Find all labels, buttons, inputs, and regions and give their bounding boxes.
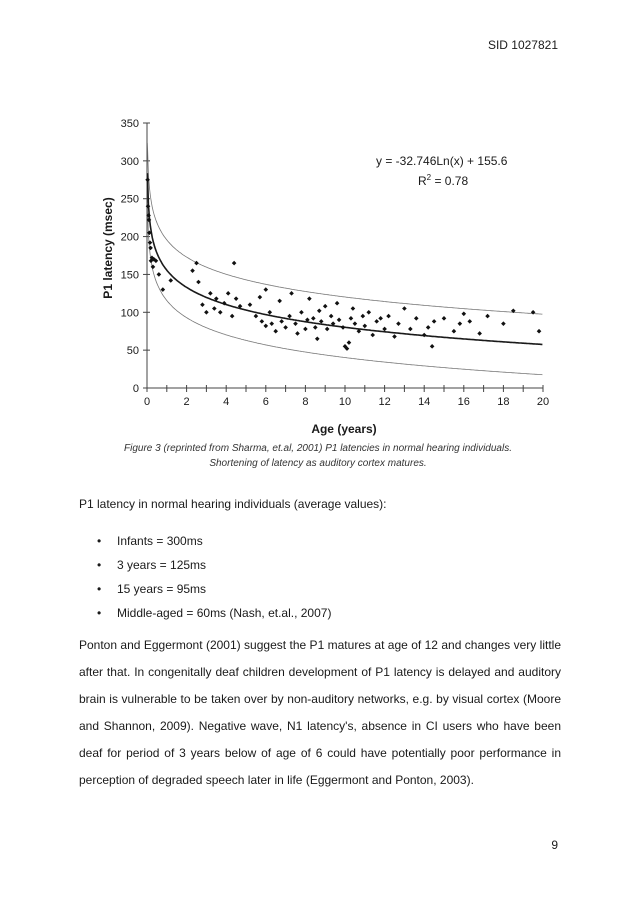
data-point — [254, 314, 259, 319]
bullet-item-middle-aged: • Middle-aged = 60ms (Nash, et.al., 2007) — [97, 606, 331, 630]
data-point — [311, 316, 316, 321]
data-point — [151, 265, 156, 270]
data-point — [303, 327, 308, 332]
data-point — [374, 319, 379, 324]
x-tick-label: 8 — [302, 396, 309, 408]
data-point — [537, 329, 542, 334]
data-point — [402, 306, 407, 311]
data-point — [234, 296, 239, 301]
x-tick-label: 12 — [378, 396, 391, 408]
data-point — [313, 325, 318, 330]
data-point — [485, 314, 490, 319]
data-point — [226, 291, 231, 296]
data-point — [260, 319, 265, 324]
x-tick-label: 14 — [418, 396, 431, 408]
data-point — [349, 316, 354, 321]
lower-confidence-band — [147, 204, 542, 375]
data-point — [218, 310, 223, 315]
y-tick-label: 250 — [120, 193, 139, 206]
upper-confidence-band — [147, 143, 542, 314]
data-point — [293, 321, 298, 326]
data-point — [462, 312, 467, 317]
chart-x-axis-label: Age (years) — [311, 422, 377, 436]
data-point — [258, 295, 263, 300]
data-point — [269, 321, 274, 326]
figure-caption — [70, 441, 566, 471]
data-point — [307, 296, 312, 301]
data-point — [289, 291, 294, 296]
y-tick-label: 50 — [126, 345, 139, 358]
data-point — [200, 302, 205, 307]
x-tick-label: 20 — [536, 396, 550, 408]
data-point — [382, 327, 387, 332]
data-point — [248, 302, 253, 307]
data-point — [361, 314, 366, 319]
page-number: 9 — [551, 838, 558, 852]
y-tick-label: 150 — [120, 269, 139, 282]
data-point — [317, 308, 322, 313]
data-point — [467, 319, 472, 324]
data-point — [501, 321, 506, 326]
data-point — [335, 301, 340, 306]
data-point — [264, 324, 269, 329]
y-tick-label: 0 — [132, 383, 139, 395]
data-point — [477, 331, 482, 336]
data-point — [422, 333, 427, 338]
data-point — [148, 240, 153, 245]
data-point — [430, 344, 435, 349]
data-point — [353, 321, 358, 326]
y-tick-label: 300 — [120, 155, 139, 168]
regression-fit-line — [147, 173, 542, 344]
bullet-item-15-years: • 15 years = 95ms — [97, 582, 331, 606]
data-point — [366, 310, 371, 315]
data-point — [208, 291, 213, 296]
x-tick-label: 10 — [338, 396, 352, 408]
data-point — [392, 334, 397, 339]
x-tick-label: 18 — [497, 396, 510, 408]
data-point — [273, 329, 278, 334]
data-point — [341, 325, 346, 330]
data-point — [442, 316, 447, 321]
data-point — [277, 299, 282, 304]
data-point — [363, 324, 368, 329]
x-tick-label: 0 — [143, 396, 151, 408]
chart-r-squared: $R^2 = 0.78$ — [418, 173, 469, 188]
data-point — [279, 319, 284, 324]
data-point — [452, 329, 457, 334]
data-point — [283, 325, 288, 330]
figure-chart — [100, 108, 560, 438]
y-tick-label: 350 — [120, 118, 139, 130]
chart-equation: y = -32.746Ln(x) + 155.6 — [376, 154, 508, 168]
data-point — [351, 306, 356, 311]
data-point — [323, 304, 328, 309]
data-point — [190, 268, 195, 273]
data-point — [146, 204, 151, 209]
data-point — [319, 319, 324, 324]
data-point — [396, 321, 401, 326]
data-point — [157, 272, 162, 277]
figure-caption-line-1: Figure 3 (reprinted from Sharma, et.al, 2001) P1 latencies in normal hearing individuals. — [124, 443, 512, 454]
data-point — [426, 325, 431, 330]
data-point — [337, 318, 342, 323]
data-point — [287, 314, 292, 319]
scatter-chart — [100, 108, 560, 438]
x-tick-label: 2 — [183, 396, 190, 408]
data-point — [315, 336, 320, 341]
bullet-item-infants: • Infants = 300ms — [97, 534, 331, 558]
data-point — [267, 310, 272, 315]
data-point — [161, 287, 166, 292]
x-tick-label: 4 — [223, 396, 230, 408]
data-point — [408, 327, 413, 332]
data-point — [232, 261, 237, 266]
bullet-item-3-years: • 3 years = 125ms — [97, 558, 331, 582]
y-tick-label: 100 — [120, 307, 139, 320]
data-point — [204, 310, 209, 315]
data-point — [264, 287, 269, 292]
data-point — [212, 306, 217, 311]
intro-text: P1 latency in normal hearing individuals (average values): — [79, 497, 387, 511]
y-tick-label: 200 — [120, 231, 139, 244]
data-point — [458, 321, 463, 326]
x-tick-label: 6 — [262, 396, 269, 408]
data-point — [378, 316, 383, 321]
document-header-id: SID 1027821 — [487, 38, 558, 52]
data-point — [196, 280, 201, 285]
x-tick-label: 16 — [457, 396, 470, 408]
body-paragraph: Ponton and Eggermont (2001) suggest the P1 matures at age of 12 and changes very little after that. In congenitally deaf children development of P1 latency is delayed and auditory brain is vulnerable to be taken over by non-auditory networks, e.g. by visual cortex (Moore and Shannon, 2009). Negative wave, N1 latency's, absence in CI users who have been deaf for period of 3 years below of age of 6 could have potentially poor performance in perception of degraded speech later in life (Eggermont and Ponton, 2003). — [79, 638, 561, 787]
data-point — [295, 331, 300, 336]
data-point — [325, 327, 330, 332]
data-point — [299, 310, 304, 315]
figure-caption-line-2: Shortening of latency as auditory cortex matures. — [209, 458, 427, 469]
data-point — [432, 319, 437, 324]
data-point — [370, 333, 375, 338]
data-point — [347, 340, 352, 345]
data-point — [230, 314, 235, 319]
latency-bullet-list — [97, 534, 331, 630]
data-point — [386, 314, 391, 319]
data-point — [168, 278, 173, 283]
data-point — [329, 314, 334, 319]
chart-y-axis-label: P1 latency (msec) — [101, 197, 115, 299]
data-point — [414, 316, 419, 321]
